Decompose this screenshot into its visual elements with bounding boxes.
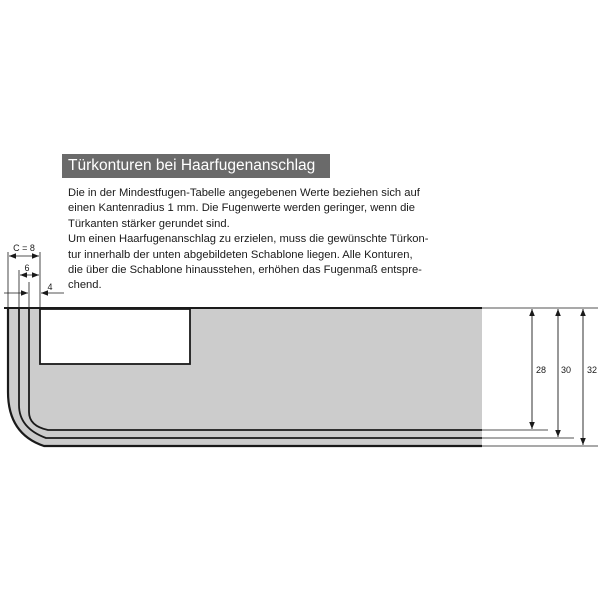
- paragraph-line: einen Kantenradius 1 mm. Die Fugenwerte werden geringer, wenn die: [68, 202, 416, 215]
- dimension-label-30: 30: [560, 365, 572, 375]
- paragraph-line: die über die Schablone hinausstehen, erhöhen das Fugenmaß entspre-: [68, 264, 422, 277]
- section-heading: Türkonturen bei Haarfugenanschlag: [62, 154, 330, 178]
- paragraph-line: Um einen Haarfugenanschlag zu erzielen, muss die gewünschte Türkon-: [68, 233, 429, 246]
- paragraph-line: Türkanten stärker gerundet sind.: [68, 217, 230, 230]
- dimension-label-4: 4: [47, 282, 53, 292]
- paragraph-line: Die in der Mindestfugen-Tabelle angegebenen Werte beziehen sich auf: [68, 187, 420, 199]
- paragraph-line: tur innerhalb der unten abgebildeten Schablone liegen. Alle Konturen,: [68, 248, 413, 261]
- dimension-label-c: C = 8: [13, 243, 35, 253]
- paragraph-line: chend.: [68, 279, 102, 292]
- dimension-label-28: 28: [535, 365, 547, 375]
- rebate-rectangle: [40, 309, 190, 364]
- dimension-label-32: 32: [586, 365, 598, 375]
- dimension-label-6: 6: [24, 263, 30, 273]
